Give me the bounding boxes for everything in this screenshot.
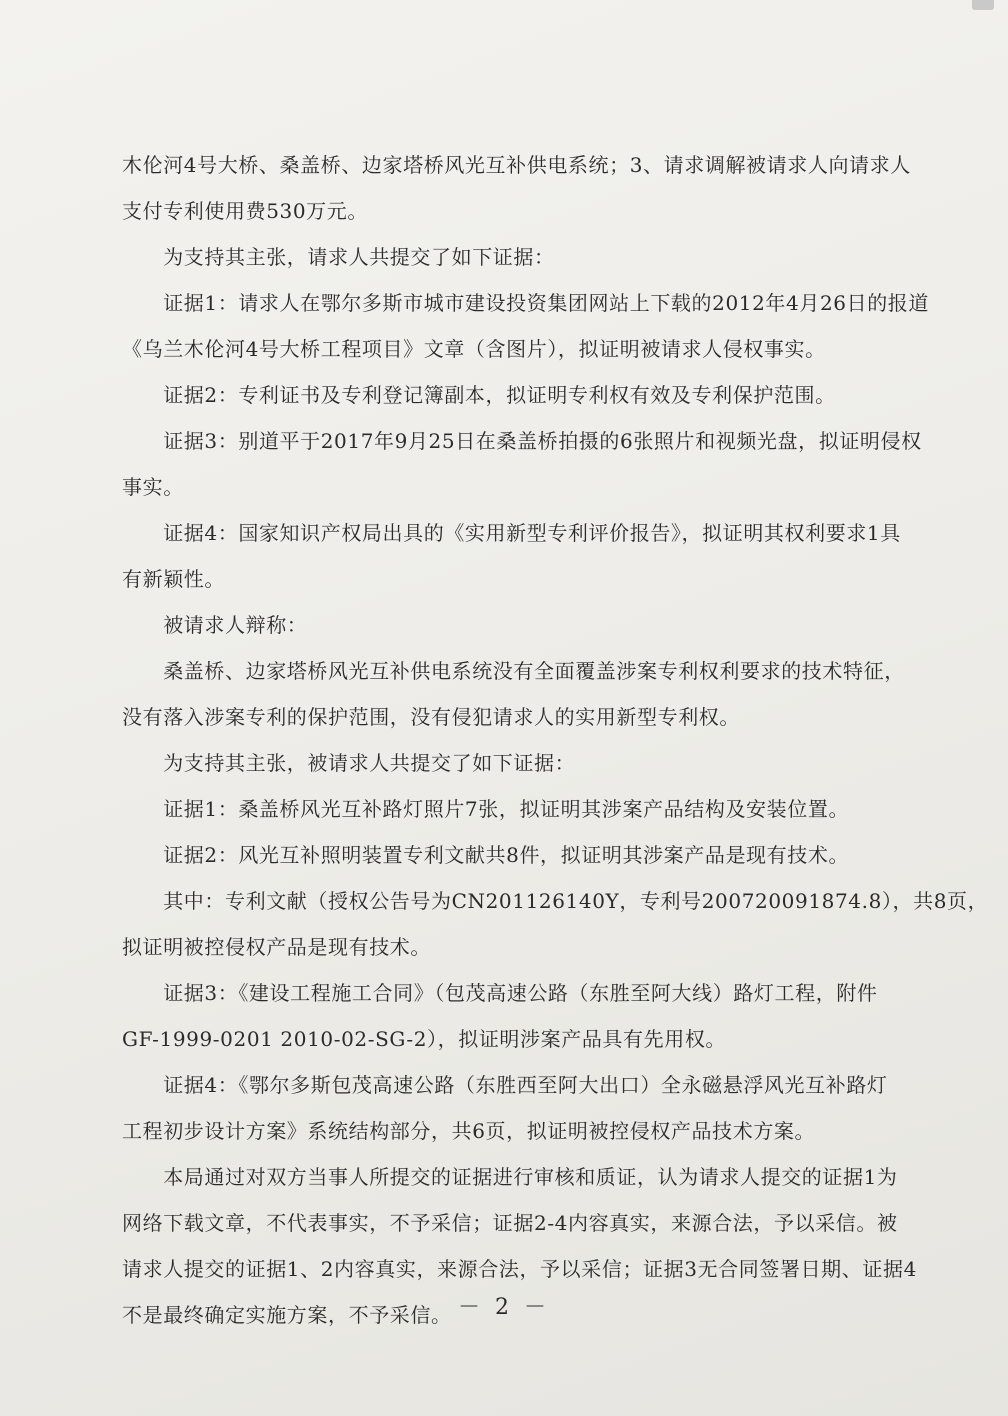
- text-line: 被请求人辩称：: [122, 613, 308, 637]
- text-line: 不是最终确定实施方案，不予采信。: [122, 1303, 452, 1327]
- text-line: 工程初步设计方案》系统结构部分，共6页，拟证明被控侵权产品技术方案。: [122, 1119, 816, 1143]
- text-line: 事实。: [122, 475, 184, 499]
- text-line: 证据3：《建设工程施工合同》（包茂高速公路（东胜至阿大线）路灯工程，附件: [122, 981, 878, 1005]
- text-line: 证据2：风光互补照明装置专利文献共8件，拟证明其涉案产品是现有技术。: [122, 843, 850, 867]
- staple-mark: [972, 0, 994, 10]
- text-line: 桑盖桥、边家塔桥风光互补供电系统没有全面覆盖涉案专利权利要求的技术特征，: [122, 659, 905, 683]
- page-number: － 2 －: [458, 1295, 550, 1320]
- text-line: 没有落入涉案专利的保护范围，没有侵犯请求人的实用新型专利权。: [122, 705, 740, 729]
- text-line: 为支持其主张，请求人共提交了如下证据：: [122, 245, 555, 269]
- text-line: 证据4：《鄂尔多斯包茂高速公路（东胜西至阿大出口）全永磁悬浮风光互补路灯: [122, 1073, 888, 1097]
- text-line: 为支持其主张，被请求人共提交了如下证据：: [122, 751, 576, 775]
- text-line: 支付专利使用费530万元。: [122, 199, 368, 223]
- text-line: 《乌兰木伦河4号大桥工程项目》文章（含图片），拟证明被请求人侵权事实。: [122, 337, 826, 361]
- text-line: 证据2：专利证书及专利登记簿副本，拟证明专利权有效及专利保护范围。: [122, 383, 836, 407]
- document-body: [122, 142, 989, 1338]
- text-line: 证据1：请求人在鄂尔多斯市城市建设投资集团网站上下载的2012年4月26日的报道: [122, 291, 929, 315]
- text-line: 请求人提交的证据1、2内容真实，来源合法，予以采信；证据3无合同签署日期、证据4: [122, 1257, 917, 1281]
- text-line: 有新颖性。: [122, 567, 225, 591]
- text-line: 木伦河4号大桥、桑盖桥、边家塔桥风光互补供电系统；3、请求调解被请求人向请求人: [122, 153, 911, 177]
- text-line: 其中：专利文献（授权公告号为CN201126140Y，专利号200720091874.8），共8页，: [122, 889, 989, 913]
- text-line: 网络下载文章，不代表事实，不予采信；证据2-4内容真实，来源合法，予以采信。被: [122, 1211, 898, 1235]
- text-line: 本局通过对双方当事人所提交的证据进行审核和质证，认为请求人提交的证据1为: [122, 1165, 898, 1189]
- text-line: GF-1999-0201 2010-02-SG-2），拟证明涉案产品具有先用权。: [122, 1027, 727, 1051]
- text-line: 证据1：桑盖桥风光互补路灯照片7张，拟证明其涉案产品结构及安装位置。: [122, 797, 850, 821]
- text-line: 证据4：国家知识产权局出具的《实用新型专利评价报告》，拟证明其权利要求1具: [122, 521, 901, 545]
- text-line: 拟证明被控侵权产品是现有技术。: [122, 935, 431, 959]
- text-line: 证据3：别道平于2017年9月25日在桑盖桥拍摄的6张照片和视频光盘，拟证明侵权: [122, 429, 922, 453]
